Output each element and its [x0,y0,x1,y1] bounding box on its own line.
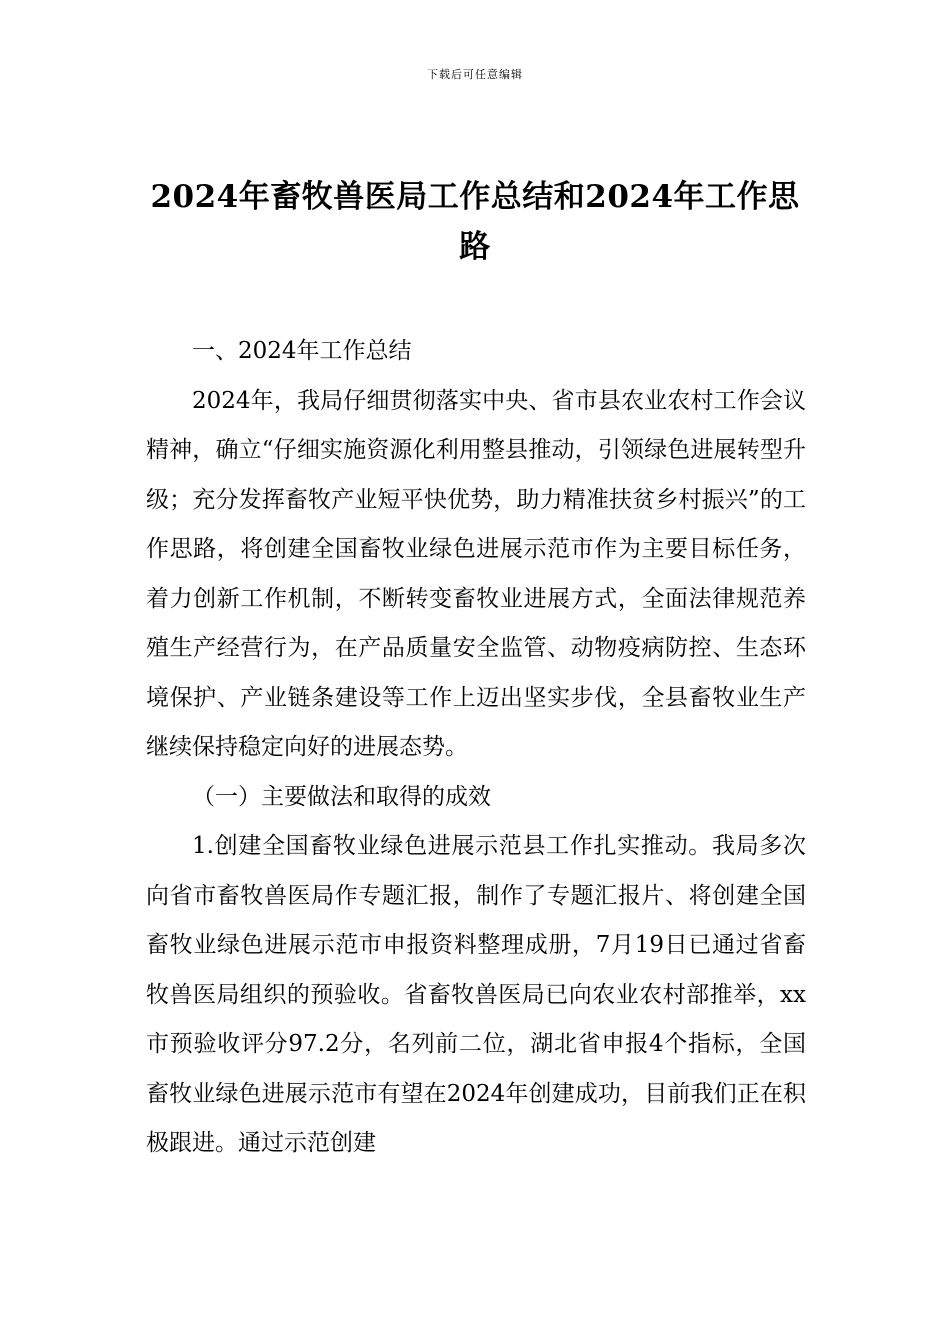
header-note: 下载后可任意编辑 [427,68,523,81]
section-heading: 一、2024年工作总结 [192,338,412,364]
document-body [146,327,806,1169]
paragraph: 1.创建全国畜牧业绿色进展示范县工作扎实推动。我局多次向省市畜牧兽医局作专题汇报，制作了专题汇报片、将创建全国畜牧业绿色进展示范市申报资料整理成册，7月19日已通过省畜牧兽医局组织的预验收。省畜牧兽医局已向农业农村部推举，xx市预验收评分97.2分，名列前二位，湖北省申报4个指标，全国畜牧业绿色进展示范市有望在2024年创建成功，目前我们正在积极跟进。通过示范创建 [146,833,806,1156]
paragraph: 2024年，我局仔细贯彻落实中央、省市县农业农村工作会议精神，确立“仔细实施资源化利用整县推动，引领绿色进展转型升级；充分发挥畜牧产业短平快优势，助力精准扶贫乡村振兴”的工作思路，将创建全国畜牧业绿色进展示范市作为主要目标任务，着力创新工作机制，不断转变畜牧业进展方式，全面法律规范养殖生产经营行为，在产品质量安全监管、动物疫病防控、生态环境保护、产业链条建设等工作上迈出坚实步伐，全县畜牧业生产继续保持稳定向好的进展态势。 [146,387,806,760]
document-title: 2024年畜牧兽医局工作总结和2024年工作思路 [150,179,800,265]
subsection-heading: （一）主要做法和取得的成效 [192,783,491,810]
